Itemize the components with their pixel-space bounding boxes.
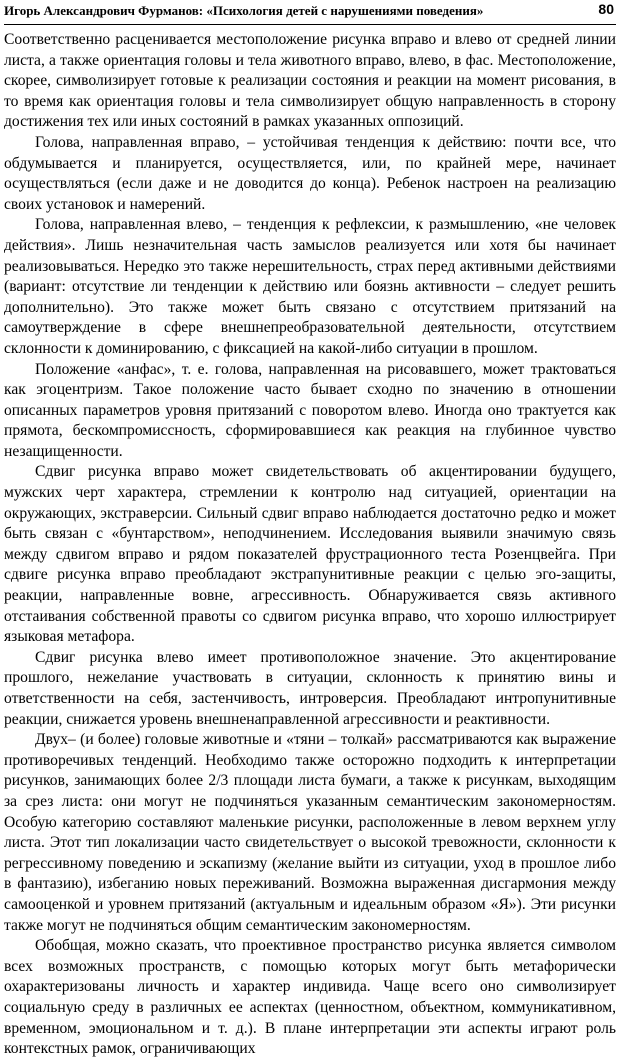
paragraph: Сдвиг рисунка влево имеет противоположное значение. Это акцентирование прошлого, нежелание участвовать в ситуации, склонность к принятию вины и ответственности на себя, застенчивость, интроверсия. Преобладают интропунитивные реакции, снижается уровень внешненаправленной агрессивности и реактивности. — [4, 648, 616, 728]
book-title: Игорь Александрович Фурманов: «Психология детей с нарушениями поведения» — [4, 3, 484, 18]
body-text — [4, 30, 616, 1060]
paragraph: Сдвиг рисунка вправо может свидетельствовать об акцентировании будущего, мужских черт характера, стремлении к контролю над ситуацией, ориентации на окружающих, экстраверсии. Сильный сдвиг вправо наблюдается достаточно редко и может быть связан с «бунтарством», неподчинением. Исследования выявили значимую связь между сдвигом вправо и рядом показателей фрустрационного теста Розенцвейга. При сдвиге рисунка вправо преобладают экстрапунитивные реакции с целью эго-защиты, реакции, направленные вовне, агрессивность. Обнаруживается связь активного отстаивания собственной правоты со сдвигом рисунка вправо, что хорошо иллюстрирует языковая метафора. — [4, 463, 616, 646]
page-number: 80 — [598, 1, 614, 17]
paragraph: Голова, направленная влево, – тенденция к рефлексии, к размышлению, «не человек действия». Лишь незначительная часть замыслов реализуется или хотя бы начинает реализовываться. Нередко это также нерешительность, страх перед активными действиями (вариант: отсутствие ли тенденции к действию или боязнь активности – следует решить дополнительно). Это также может быть связано с отсутствием притязаний на самоутверждение в сфере внешнепреобразовательной деятельности, отсутствием склонности к доминированию, с фиксацией на какой-либо ситуации в прошлом. — [4, 216, 616, 357]
paragraph: Голова, направленная вправо, – устойчивая тенденция к действию: почти все, что обдумывается и планируется, осуществляется, или, по крайней мере, начинает осуществляться (если даже и не доводится до конца). Ребенок настроен на реализацию своих установок и намерений. — [4, 133, 616, 213]
paragraph: Положение «анфас», т. е. голова, направленная на рисовавшего, может трактоваться как эгоцентризм. Такое положение часто бывает сходно по значению в отношении описанных параметров уровня притязаний с поворотом влево. Иногда оно трактуется как прямота, бескомпромиссность, сформировавшиеся как реакция на глубинное чувство незащищенности. — [4, 360, 616, 460]
paragraph: Обобщая, можно сказать, что проективное пространство рисунка является символом всех возможных пространств, с помощью которых могут быть метафорически охарактеризованы личность и характер индивида. Чаще всего оно символизирует социальную среду в различных ее аспектах (ценностном, объектном, коммуникативном, временном, эмоциональном и т. д.). В плане интерпретации эти аспекты играют роль контекстных рамок, ограничивающих — [4, 937, 616, 1058]
paragraph: Соответственно расценивается местоположение рисунка вправо и влево от средней линии листа, а также ориентация головы и тела животного вправо, влево, в фас. Местоположение, скорее, символизирует готовые к реализации состояния и реакции на момент рисования, в то время как ориентация головы и тела символизирует общую направленность в сторону достижения тех или иных состояний в рамках указанных оппозиций. — [4, 31, 616, 131]
running-header — [4, 0, 616, 25]
paragraph: Двух– (и более) головые животные и «тяни – толкай» рассматриваются как выражение противоречивых тенденций. Необходимо также осторожно подходить к интерпретации рисунков, занимающих более 2/3 площади листа бумаги, а также к рисункам, выходящим за срез листа: они могут не подчиняться указанным семантическим закономерностям. Особую категорию составляют маленькие рисунки, расположенные в левом верхнем углу листа. Этот тип локализации часто свидетельствует о высокой тревожности, склонности к регрессивному поведению и эскапизму (желание выйти из ситуации, уход в прошлое либо в фантазию), избеганию новых переживаний. Возможна выраженная дисгармония между самооценкой и уровнем притязаний (актуальным и идеальным образом «Я»). Эти рисунки также могут не подчиняться общим семантическим закономерностям. — [4, 731, 616, 934]
